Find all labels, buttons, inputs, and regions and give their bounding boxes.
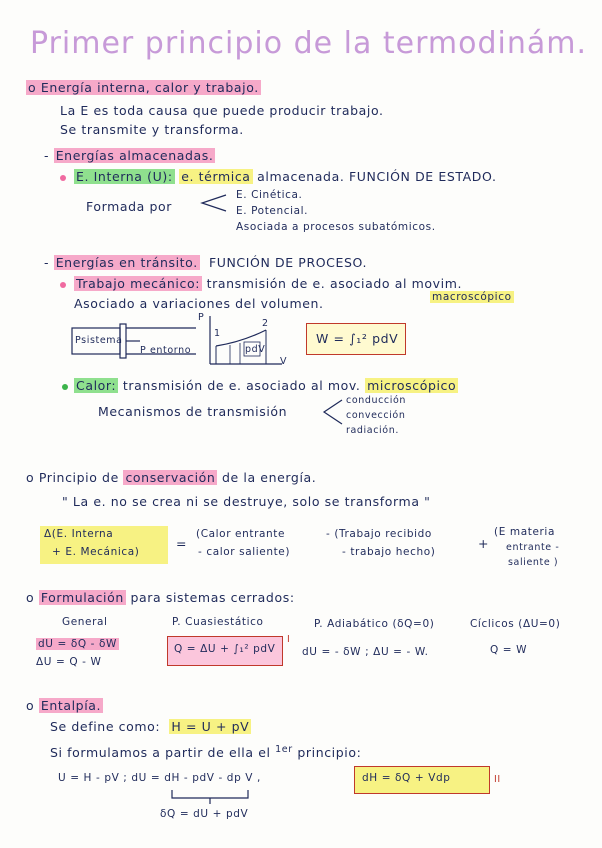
stored-energies-label: Energías almacenadas. (55, 148, 214, 163)
formulation-pre: o (26, 590, 35, 605)
general-eq-2: ΔU = Q - W (36, 656, 102, 668)
col-adiabatic: P. Adiabático (δQ=0) (314, 618, 435, 630)
energy-transmission: Se transmite y transforma. (60, 122, 244, 137)
heat-enthalpy-eq: δQ = dU + pdV (160, 808, 249, 820)
enthalpy-boxed-eq: dH = δQ + Vdp (362, 772, 451, 784)
enthalpy-definition (50, 719, 251, 734)
energy-definition: La E es toda causa que puede producir trabajo. (60, 103, 384, 118)
brace-icon (170, 790, 252, 806)
work-formula: W = ∫₁² pdV (316, 331, 399, 346)
enthalpy-pre: o (26, 698, 35, 713)
adiabatic-eq: dU = - δW ; ΔU = - W. (302, 646, 429, 658)
mechanical-work-label: Trabajo mecánico: (76, 276, 201, 291)
formulation-highlight: Formulación (40, 590, 124, 605)
heading-energy-text: o Energía interna, calor y trabajo. (28, 80, 259, 95)
formulation-text: Si formulamos a partir de ella el (50, 745, 271, 761)
formed-by-label: Formada por (86, 199, 173, 214)
conservation-quote: " La e. no se crea ni se destruye, solo se transforma " (62, 494, 431, 509)
work-received: - (Trabajo recibido (326, 528, 432, 540)
formed-item-subatomic: Asociada a procesos subatómicos. (236, 221, 436, 233)
formed-item-potential: E. Potencial. (236, 205, 309, 217)
microscopic-text: microscópico (367, 378, 457, 393)
branch-arrow-icon (320, 398, 344, 428)
col-quasistatic: P. Cuasiestático (172, 616, 264, 628)
process-function-text: FUNCIÓN DE PROCESO. (208, 255, 368, 270)
general-eq-1 (36, 638, 119, 650)
p-axis-label: P (198, 312, 205, 323)
heat-out: - calor saliente) (198, 546, 291, 558)
bullet-icon (62, 384, 68, 390)
heat-text: transmisión de e. asociado al mov. (122, 378, 361, 393)
volume-variation-text: Asociado a variaciones del volumen. (74, 296, 324, 311)
equals-sign: = (176, 536, 188, 551)
pv-graph (204, 316, 284, 368)
section-heading-conservation (26, 470, 316, 485)
quasi-mark: I (287, 634, 291, 645)
state-function-text: almacenada. FUNCIÓN DE ESTADO. (257, 169, 497, 184)
bullet-icon (60, 282, 66, 288)
cyclic-eq: Q = W (490, 644, 528, 656)
mechanism-conduction: conducción (346, 395, 407, 406)
section-heading-enthalpy (26, 698, 103, 713)
enthalpy-def-pre: Se define como: (50, 719, 161, 734)
branch-arrow-icon (198, 193, 228, 213)
mechanism-convection: convección (346, 410, 406, 421)
area-label: pdV (245, 344, 266, 355)
thermal-label: e. térmica (181, 169, 251, 184)
formulation-post: para sistemas cerrados: (130, 590, 295, 605)
delta-internal: Δ(E. Interna (44, 528, 114, 540)
macroscopic-label (430, 291, 514, 303)
mechanism-radiation: radiación. (346, 425, 399, 436)
internal-energy-line (74, 169, 497, 184)
quasi-eq: Q = ΔU + ∫₁² pdV (174, 643, 276, 655)
heat-label: Calor: (76, 378, 117, 393)
enthalpy-def-eq: H = U + pV (171, 719, 250, 734)
page-title: Primer principio de la termodinám. (30, 26, 588, 61)
bullet-icon (60, 175, 66, 181)
heat-in: (Calor entrante (196, 528, 286, 540)
delta-mechanical: + E. Mecánica) (52, 546, 140, 558)
macroscopic-text: macroscópico (432, 291, 512, 303)
mechanical-work-line (74, 276, 462, 291)
enthalpy-formulation (50, 744, 361, 760)
internal-energy-label: E. Interna (U): (76, 169, 173, 184)
col-general: General (62, 616, 108, 628)
v-axis-label: V (280, 356, 288, 367)
principle-text: principio: (297, 745, 362, 761)
mechanical-work-text: transmisión de e. asociado al movim. (206, 276, 463, 291)
transit-energies-heading: - Energías en tránsito. FUNCIÓN DE PROCESO. (44, 255, 368, 270)
enthalpy-derivation: U = H - pV ; dU = dH - pdV - dp V , (58, 772, 261, 784)
general-eq-1-text: dU = δQ - δW (38, 638, 117, 650)
point-1-label: 1 (214, 328, 221, 339)
enthalpy-highlight: Entalpía. (40, 698, 102, 713)
transmission-mechanisms-label: Mecanismos de transmisión (98, 404, 288, 419)
conservation-highlight: conservación (125, 470, 216, 485)
matter-out: saliente ) (508, 557, 559, 568)
section-heading-formulation (26, 590, 295, 605)
point-2-label: 2 (262, 318, 269, 329)
enthalpy-mark: II (494, 774, 501, 785)
work-done: - trabajo hecho) (342, 546, 436, 558)
formed-item-kinetic: E. Cinética. (236, 189, 303, 201)
conservation-pre: o Principio de (26, 470, 119, 485)
matter-energy: (E materia (494, 526, 555, 538)
p-environment-label: P entorno (140, 345, 192, 356)
heat-line (74, 378, 458, 393)
conservation-post: de la energía. (222, 470, 317, 485)
first-superscript: 1er (275, 744, 293, 755)
matter-in: entrante - (506, 542, 560, 553)
section-heading-energy (26, 80, 261, 95)
plus-sign: + (478, 536, 490, 551)
p-system-label: Psistema (75, 335, 123, 346)
transit-energies-label: Energías en tránsito. (55, 255, 198, 270)
stored-energies-heading: - Energías almacenadas. (44, 148, 214, 163)
col-cyclic: Cíclicos (ΔU=0) (470, 618, 561, 630)
